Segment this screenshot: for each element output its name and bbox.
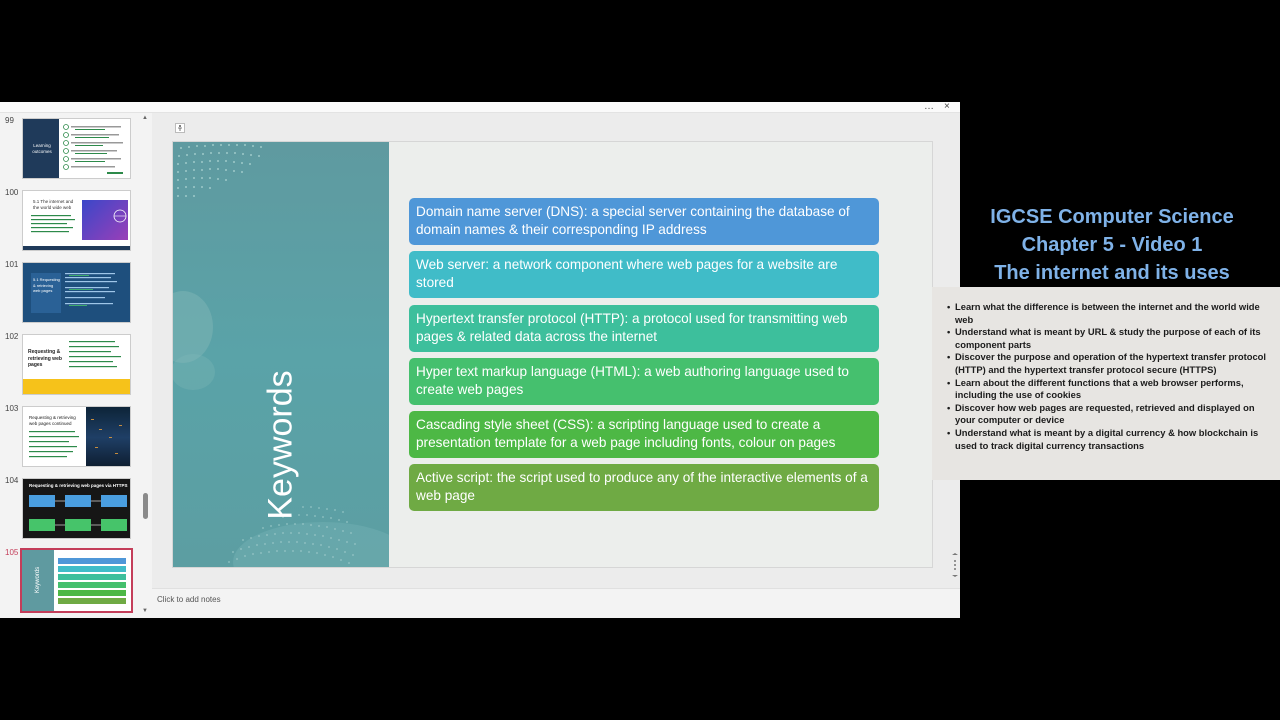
- notes-pane[interactable]: [152, 588, 960, 618]
- title-line-2: Chapter 5 - Video 1: [1021, 234, 1203, 256]
- thumbnail-slide-104[interactable]: [0, 476, 140, 540]
- keyword-dns[interactable]: Domain name server (DNS): a special server containing the database of domain names & their corresponding IP address: [409, 198, 879, 245]
- notes-placeholder[interactable]: Click to add notes: [157, 595, 221, 604]
- window-titlebar: [0, 102, 960, 113]
- slide-preview[interactable]: [22, 118, 131, 179]
- keyword-html[interactable]: Hyper text markup language (HTML): a web authoring language used to create web pages: [409, 358, 879, 405]
- thumbnail-slide-101[interactable]: [0, 260, 140, 324]
- accessibility-icon[interactable]: [175, 123, 185, 133]
- slide-editor[interactable]: [152, 113, 960, 588]
- thumbnail-slide-102[interactable]: [0, 332, 140, 396]
- title-line-1: IGCSE Computer Science: [990, 206, 1234, 228]
- thumbnail-title: 5.1 Requesting & retrieving web pages: [33, 277, 60, 293]
- powerpoint-window: [0, 102, 960, 618]
- thumbnail-title: Requesting & retrieving web pages: [28, 349, 62, 368]
- keyword-css[interactable]: Cascading style sheet (CSS): a scripting language used to create a presentation template for a web page including fonts, colour on pages: [409, 411, 879, 458]
- keyword-active-script[interactable]: Active script: the script used to produce any of the interactive elements of a web page: [409, 464, 879, 511]
- learning-objectives-panel: [932, 287, 1280, 480]
- slide-preview[interactable]: [22, 190, 131, 251]
- thumbnail-title: Keywords: [35, 566, 41, 594]
- slide-number: 104: [5, 476, 19, 485]
- thumbnail-slide-105[interactable]: [0, 548, 140, 612]
- objectives-list: [932, 287, 1280, 452]
- close-icon[interactable]: ×: [944, 101, 950, 112]
- slide-preview[interactable]: [22, 406, 131, 467]
- slide-accent-panel: [173, 142, 389, 568]
- thumbnail-title: Requesting & retrieving web pages via HTTPS: [29, 483, 128, 488]
- slide-number: 103: [5, 404, 19, 413]
- objective-item: • Learn about the different functions that a web browser performs, including the use of cookies: [947, 377, 1268, 402]
- slide-preview-selected[interactable]: [20, 548, 133, 613]
- slide-title[interactable]: Keywords: [261, 370, 300, 520]
- scrollbar-thumb[interactable]: [143, 493, 148, 519]
- thumbnail-scrollbar[interactable]: [142, 113, 150, 618]
- slide-number: 101: [5, 260, 19, 269]
- slide-number: 105: [5, 548, 19, 557]
- slide-preview[interactable]: [22, 334, 131, 395]
- objective-item: • Discover the purpose and operation of the hypertext transfer protocol (HTTP) and the hypertext transfer protocol secure (HTTPS): [947, 351, 1268, 376]
- slide-number: 99: [5, 116, 14, 125]
- thumbnail-title: Requesting & retrieving web pages continued: [29, 415, 76, 426]
- thumbnail-slide-100[interactable]: [0, 188, 140, 252]
- video-title: [960, 203, 1264, 287]
- objective-item: • Discover how web pages are requested, retrieved and displayed on your computer or device: [947, 402, 1268, 427]
- thumbnail-slide-99[interactable]: [0, 116, 140, 180]
- objective-item: • Learn what the difference is between the internet and the world wide web: [947, 301, 1268, 326]
- slide-thumbnail-pane[interactable]: [0, 113, 150, 618]
- keyword-web-server[interactable]: Web server: a network component where web pages for a website are stored: [409, 251, 879, 298]
- slide-preview[interactable]: [22, 262, 131, 323]
- more-options-icon[interactable]: …: [924, 101, 934, 112]
- thumbnail-slide-103[interactable]: [0, 404, 140, 468]
- pane-resize-icon[interactable]: [952, 553, 958, 577]
- keyword-http[interactable]: Hypertext transfer protocol (HTTP): a protocol used for transmitting web pages & related data across the internet: [409, 305, 879, 352]
- slide-number: 102: [5, 332, 19, 341]
- thumbnail-title: 5.1 The internet and the world wide web: [33, 199, 74, 210]
- scroll-down-arrow-icon[interactable]: ▼: [142, 608, 148, 614]
- objective-item: • Understand what is meant by a digital currency & how blockchain is used to track digital currency transactions: [947, 427, 1268, 452]
- thumbnail-title: Learning outcomes: [32, 143, 52, 154]
- objective-item: • Understand what is meant by URL & study the purpose of each of its component parts: [947, 326, 1268, 351]
- scroll-up-arrow-icon[interactable]: ▲: [142, 115, 148, 121]
- current-slide[interactable]: [172, 141, 933, 568]
- slide-number: 100: [5, 188, 19, 197]
- slide-preview[interactable]: [22, 478, 131, 539]
- title-line-3: The internet and its uses: [994, 262, 1230, 284]
